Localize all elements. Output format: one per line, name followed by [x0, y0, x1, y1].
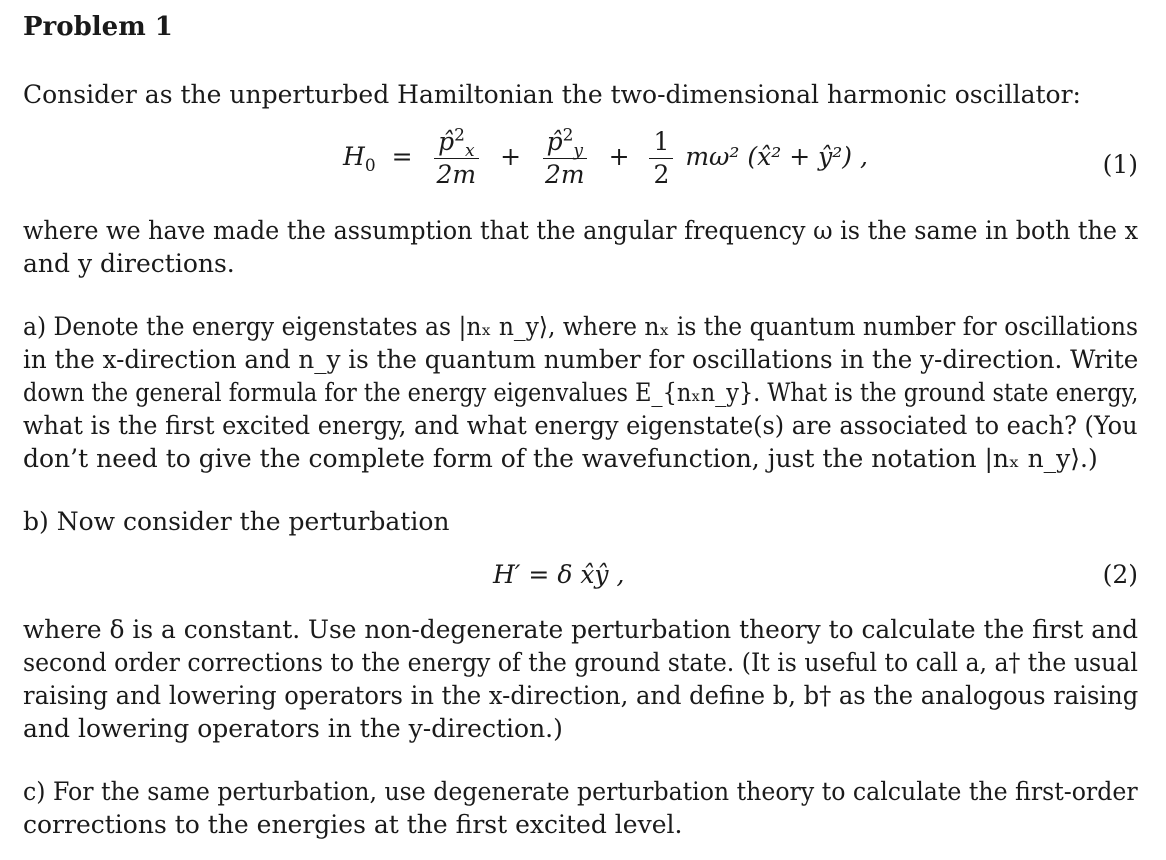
part-b-line-4: and lowering operators in the y-direction.): [23, 714, 563, 743]
eq1-py-sup: 2: [562, 125, 574, 146]
eq1-fraction-half: [649, 128, 673, 189]
part-b-paragraph: [23, 613, 1138, 745]
where-line-1: where we have made the assumption that the angular frequency ω is the same in both the x: [23, 216, 1139, 245]
part-c-line-1: c) For the same perturbation, use degenerate perturbation theory to calculate the first-order: [23, 777, 1138, 806]
part-a-line-2: in the x-direction and n_y is the quantum number for oscillations in the y-direction. Write: [23, 345, 1139, 374]
equation-1: [23, 125, 1138, 202]
part-b-intro: b) Now consider the perturbation: [23, 507, 450, 536]
eq1-py-denominator: 2m: [544, 160, 585, 189]
part-a-line-1: a) Denote the energy eigenstates as |nₓ n_y⟩, where nₓ is the quantum number for oscillations: [23, 312, 1139, 341]
part-a-line-5: don’t need to give the complete form of the wavefunction, just the notation |nₓ n_y⟩.): [23, 444, 1098, 473]
eq1-lhs-sub: 0: [364, 156, 376, 176]
part-b-line-1: where δ is a constant. Use non-degenerate perturbation theory to calculate the first and: [23, 615, 1139, 644]
eq1-fraction-py: [541, 125, 589, 189]
problem-title: Problem 1: [23, 12, 173, 42]
eq1-plus-2: +: [608, 142, 630, 171]
part-b-line-2: second order corrections to the energy of the ground state. (It is useful to call a, a† the usual: [23, 648, 1138, 677]
eq1-equals: =: [391, 142, 413, 171]
eq1-fraction-px: [433, 125, 481, 189]
equation-2-number: (2): [1102, 560, 1138, 589]
eq1-potential-term: mω² (x̂² + ŷ²) ,: [685, 142, 868, 171]
where-paragraph: [23, 214, 1138, 280]
part-b-line-3: raising and lowering operators in the x-direction, and define b, b† as the analogous raising: [23, 681, 1139, 710]
eq1-half-denominator: 2: [653, 160, 670, 189]
part-a-paragraph: [23, 310, 1138, 475]
eq1-plus-1: +: [500, 142, 522, 171]
equation-1-number: (1): [1102, 150, 1138, 179]
eq1-py-symbol: p̂: [546, 127, 563, 156]
intro-paragraph: Consider as the unperturbed Hamiltonian the two-dimensional harmonic oscillator:: [23, 80, 1081, 109]
eq1-lhs: H: [343, 142, 365, 171]
part-a-line-4: what is the first excited energy, and what energy eigenstate(s) are associated to each? (You: [23, 411, 1138, 440]
equation-1-body: [343, 125, 868, 189]
part-c-paragraph: [23, 775, 1138, 841]
eq1-half-numerator: 1: [649, 128, 673, 159]
equation-2: [23, 560, 1138, 594]
part-c-line-2: corrections to the energies at the first excited level.: [23, 810, 683, 839]
eq1-px-denominator: 2m: [436, 160, 477, 189]
equation-2-body: H′ = δ x̂ŷ ,: [493, 560, 625, 589]
eq1-py-sub: y: [573, 141, 584, 161]
eq1-px-sup: 2: [454, 125, 465, 146]
where-line-2: and y directions.: [23, 249, 235, 278]
eq1-px-sub: x: [464, 141, 475, 161]
part-a-line-3: down the general formula for the energy eigenvalues E_{nₓn_y}. What is the ground state energy,: [23, 378, 1139, 407]
eq1-px-symbol: p̂: [438, 127, 455, 156]
